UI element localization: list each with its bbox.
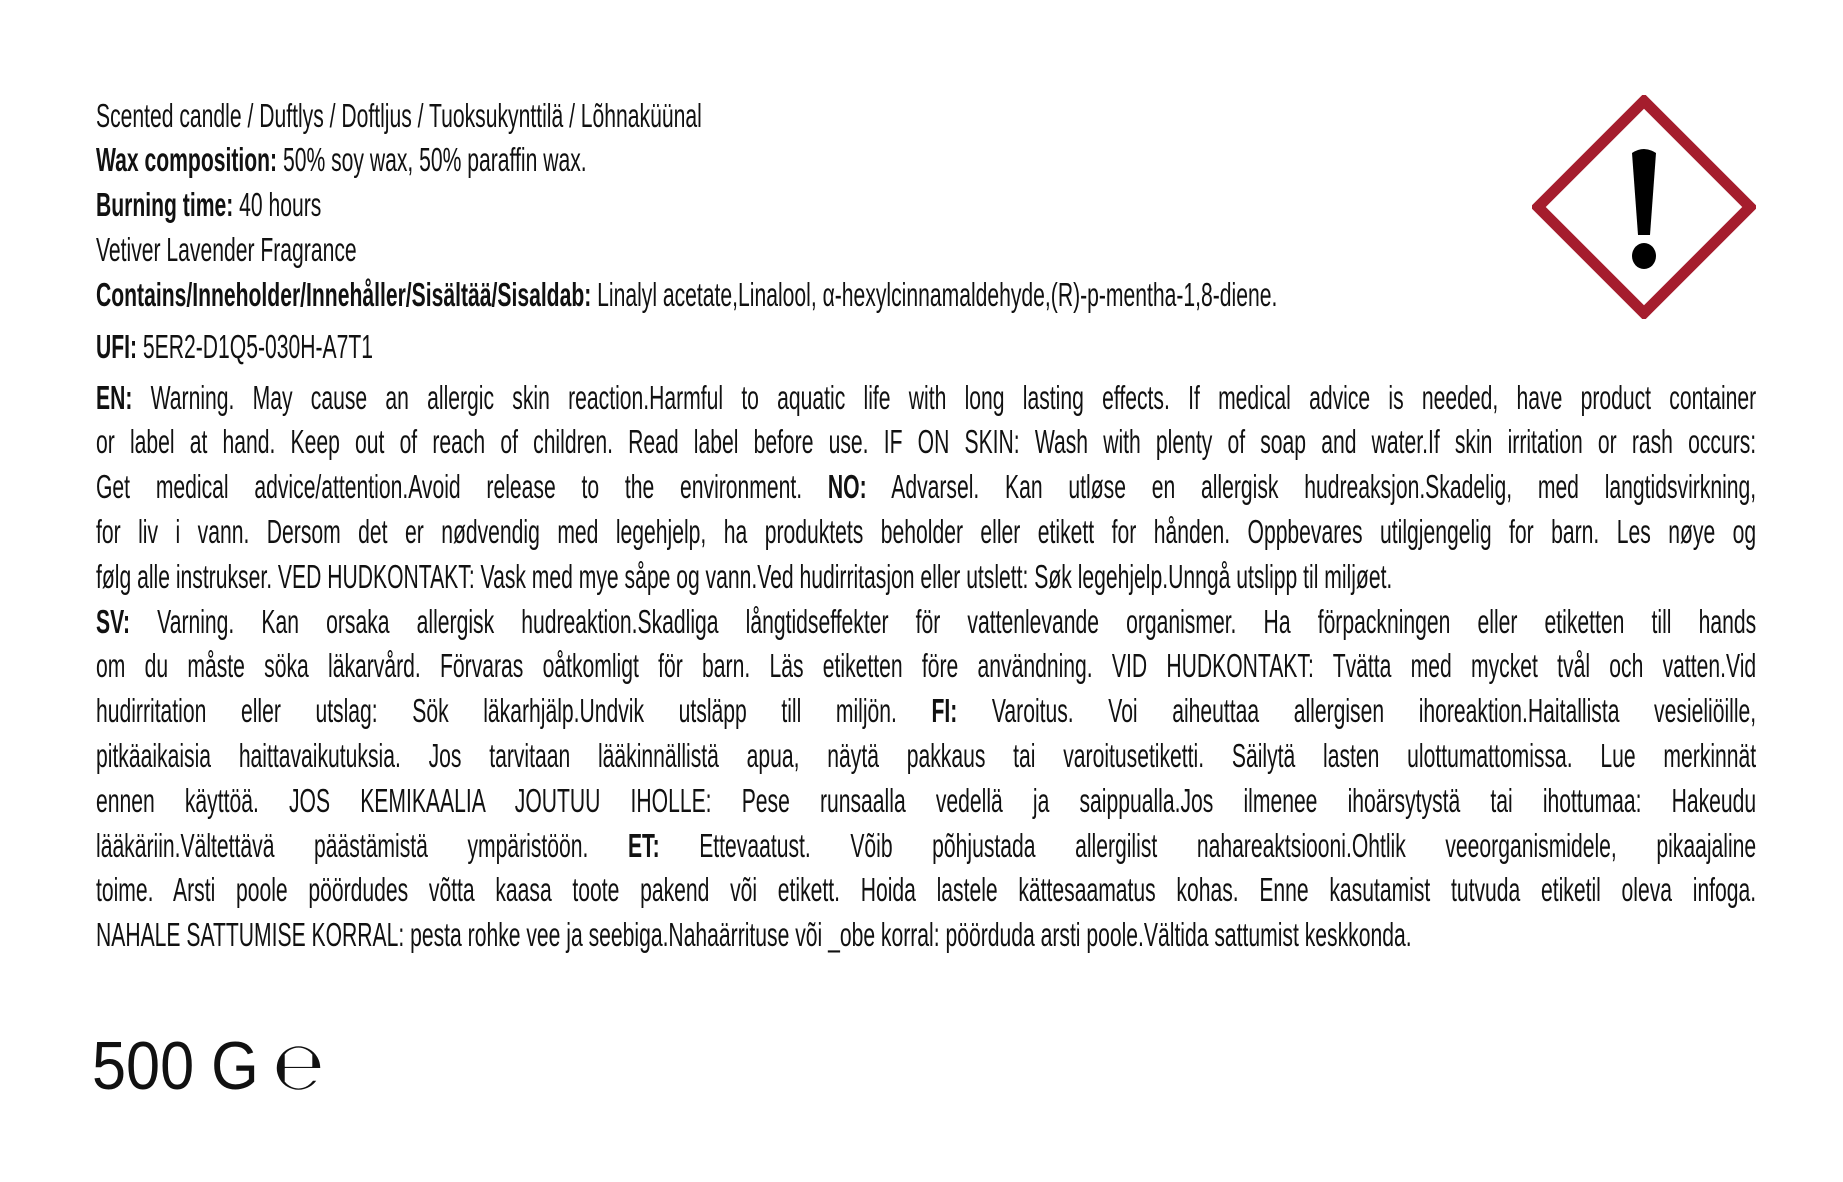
warning-line [96, 824, 1756, 869]
language-label: ET: [627, 826, 660, 864]
estimated-sign-icon: ℮ [273, 1028, 324, 1105]
warning-line [96, 779, 1756, 824]
warning-text-segment: Varoitus. Voi aiheuttaa allergisen ihoreaktion.Haitallista vesieliöille, [957, 692, 1757, 730]
warning-text-segment: Get medical advice/attention.Avoid release to the environment. [96, 468, 828, 506]
fragrance-name: Vetiver Lavender Fragrance [96, 230, 357, 268]
warning-text-segment: Advarsel. Kan utløse en allergisk hudreaksjon.Skadelig, med langtidsvirkning, [866, 468, 1757, 506]
burn-value: 40 hours [233, 186, 322, 224]
warning-text-segment: Varning. Kan orsaka allergisk hudreaktion.Skadliga långtidseffekter för vattenlevande organismer. Ha förpackningen eller etiketten till hands [130, 602, 1757, 640]
wax-label: Wax composition: [96, 141, 278, 179]
warning-text-segment: Warning. May cause an allergic skin reaction.Harmful to aquatic life with long lasting effects. If medical advice is needed, have product container [132, 378, 1757, 416]
contains-label: Contains/Inneholder/Innehåller/Sisältää/Sisaldab: [96, 275, 592, 313]
ufi-label: UFI: [96, 327, 138, 365]
ghs-exclamation-mark-icon [1532, 95, 1756, 319]
warning-line [96, 689, 1756, 734]
contains-value: Linalyl acetate,Linalool, α-hexylcinnamaldehyde,(R)-p-mentha-1,8-diene. [591, 275, 1278, 313]
warning-text [96, 376, 1843, 958]
warning-text-segment: toime. Arsti poole pöördudes võtta kaasa toote pakend või etikett. Hoida lastele kättesaamatus kohas. Enne kasutamist tutvuda etiketil oleva infoga. [96, 871, 1757, 909]
language-label: NO: [827, 468, 867, 506]
weight-value: 500 G [92, 1028, 259, 1104]
language-label: FI: [931, 692, 958, 730]
wax-value: 50% soy wax, 50% paraffin wax. [277, 141, 587, 179]
warning-line [96, 376, 1756, 421]
warning-text-segment: om du måste söka läkarvård. Förvaras oåtkomligt för barn. Läs etiketten före användning. VID HUDKONTAKT: Tvätta med mycket tvål och vatten.Vid [96, 647, 1757, 685]
warning-line [96, 644, 1756, 689]
warning-text-segment: følg alle instrukser. VED HUDKONTAKT: Vask med mye såpe og vann.Ved hudirritasjon eller utslett: Søk legehjelp.Unngå utslipp til miljøet. [96, 557, 1393, 595]
burning-time [96, 183, 1277, 228]
warning-line [96, 510, 1756, 555]
warning-text-segment: ennen käyttöä. JOS KEMIKAALIA JOUTUU IHOLLE: Pese runsaalla vedellä ja saippualla.Jos ilmenee ihoärsytystä tai ihottumaa: Hakeudu [96, 781, 1757, 819]
warning-line [96, 600, 1756, 645]
warning-text-segment: Ettevaatust. Võib põhjustada allergilist nahareaktsiooni.Ohtlik veeorganismidele, pikaajaline [659, 826, 1757, 864]
burn-label: Burning time: [96, 186, 234, 224]
warning-text-segment: lääkäriin.Vältettävä päästämistä ympäristöön. [96, 826, 628, 864]
ufi-line [96, 325, 529, 370]
warning-text-segment: hudirritation eller utslag: Sök läkarhjälp.Undvik utsläpp till miljön. [96, 692, 932, 730]
warning-line [96, 734, 1756, 779]
warning-line [96, 420, 1756, 465]
warning-line [96, 868, 1756, 913]
warning-line [96, 555, 1756, 600]
product-title: Scented candle / Duftlys / Doftljus / Tuoksukynttilä / Lõhnaküünal [96, 96, 702, 134]
warning-text-segment: or label at hand. Keep out of reach of children. Read label before use. IF ON SKIN: Wash with plenty of soap and water.If skin irritation or rash occurs: [96, 423, 1757, 461]
ufi-value: 5ER2-D1Q5-030H-A7T1 [137, 327, 373, 365]
warning-text-segment: for liv i vann. Dersom det er nødvendig med legehjelp, ha produktets beholder eller etikett for hånden. Oppbevares utilgjengelig for barn. Les nøye og [96, 512, 1757, 550]
contains [96, 273, 1277, 318]
warning-text-segment: pitkäaikaisia haittavaikutuksia. Jos tarvitaan lääkinnällistä apua, näytä pakkaus tai varoitusetiketti. Säilytä lasten ulottumattomissa. Lue merkinnät [96, 736, 1757, 774]
language-label: EN: [96, 378, 133, 416]
exclamation-dot [1632, 243, 1656, 269]
warning-text-segment: NAHALE SATTUMISE KORRAL: pesta rohke vee ja seebiga.Nahaärrituse või _obe korral: pöörduda arsti poole.Vältida sattumist keskkonda. [96, 916, 1412, 954]
warning-line [96, 913, 1756, 958]
warning-line [96, 465, 1756, 510]
net-weight [92, 1030, 324, 1103]
language-label: SV: [96, 602, 131, 640]
wax-composition [96, 138, 1277, 183]
